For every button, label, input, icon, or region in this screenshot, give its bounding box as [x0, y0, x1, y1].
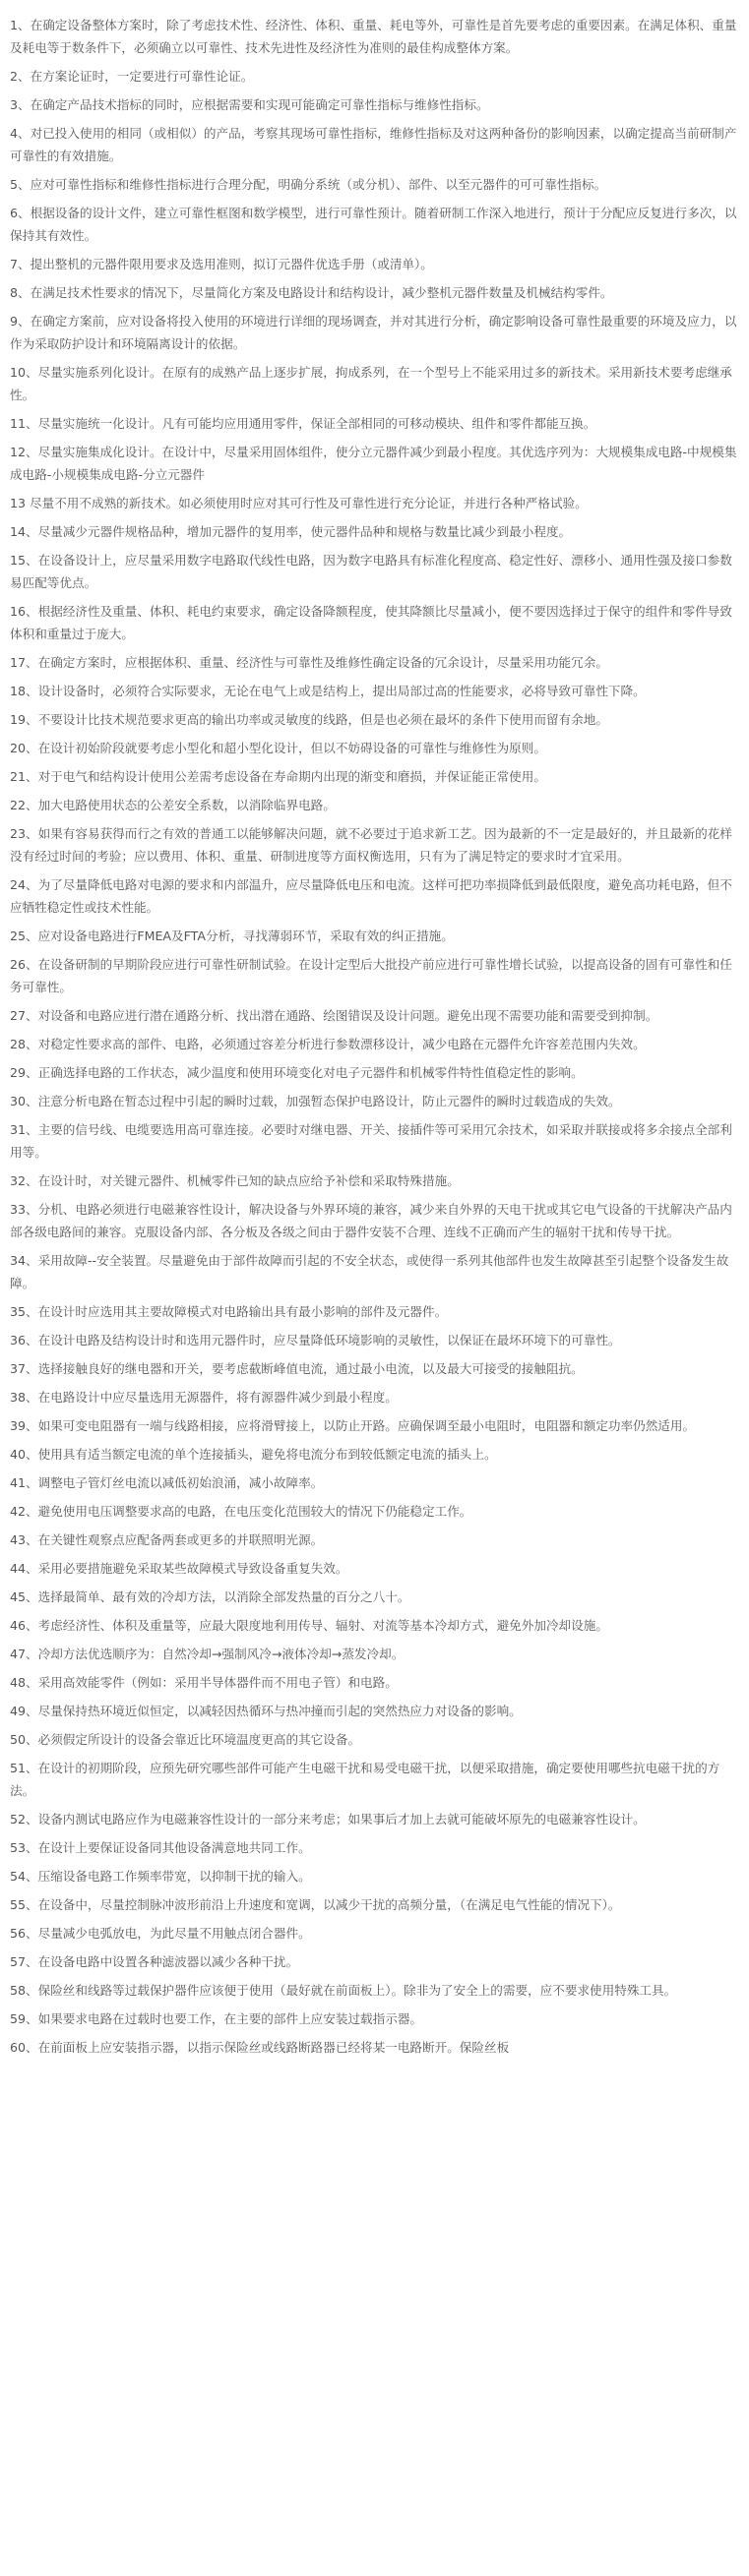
- paragraph: 13 尽量不用不成熟的新技术。如必须使用时应对其可行性及可靠性进行充分论证，并进行各种严格试验。: [10, 496, 588, 510]
- paragraph: 41、调整电子管灯丝电流以减低初始浪涌，减小故障率。: [10, 1475, 324, 1490]
- paragraph: 9、在确定方案前，应对设备将投入使用的环境进行详细的现场调查，并对其进行分析，确定影响设备可靠性最重要的环境及应力，以作为采取防护设计和环境隔离设计的依据。: [10, 314, 737, 351]
- paragraph: 35、在设计时应选用其主要故障模式对电路输出具有最小影响的部件及元器件。: [10, 1304, 448, 1319]
- paragraph: 7、提出整机的元器件限用要求及选用准则，拟订元器件优选手册（或清单）。: [10, 257, 433, 271]
- paragraph: 36、在设计电路及结构设计时和选用元器件时，应尽量降低环境影响的灵敏性，以保证在最坏环境下的可靠性。: [10, 1333, 621, 1348]
- paragraph: 40、使用具有适当额定电流的单个连接插头，避免将电流分布到较低额定电流的插头上。: [10, 1447, 497, 1462]
- paragraph: 17、在确定方案时，应根据体积、重量、经济性与可靠性及维修性确定设备的冗余设计，尽量采用功能冗余。: [10, 655, 608, 670]
- paragraph: 26、在设备研制的早期阶段应进行可靠性研制试验。在设计定型后大批投产前应进行可靠性增长试验，以提高设备的固有可靠性和任务可靠性。: [10, 957, 732, 994]
- paragraph: 55、在设备中，尽量控制脉冲波形前沿上升速度和宽调，以减少干扰的高频分量，（在满足电气性能的情况下）。: [10, 1897, 621, 1912]
- paragraph: 18、设计设备时，必须符合实际要求，无论在电气上或是结构上，提出局部过高的性能要求，必将导致可靠性下降。: [10, 684, 646, 698]
- paragraph: 59、如果要求电路在过载时也要工作，在主要的部件上应安装过载指示器。: [10, 2011, 423, 2026]
- paragraph: 23、如果有容易获得而行之有效的普通工以能够解决问题，就不必要过于追求新工艺。因为最新的不一定是最好的，并且最新的花样没有经过时间的考验；应以费用、体积、重量、研制进度等方面权衡选用，只有为了满足特定的要求时才宜采用。: [10, 826, 732, 864]
- paragraph: 24、为了尽量降低电路对电源的要求和内部温升，应尽量降低电压和电流。这样可把功率损降低到最低限度，避免高功耗电路，但不应牺牲稳定性或技术性能。: [10, 877, 732, 915]
- paragraph: 44、采用必要措施避免采取某些故障模式导致设备重复失效。: [10, 1561, 348, 1576]
- paragraph: 29、正确选择电路的工作状态，减少温度和使用环境变化对电子元器件和机械零件特性值稳定性的影响。: [10, 1065, 584, 1080]
- paragraph: 52、设备内测试电路应作为电磁兼容性设计的一部分来考虑；如果事后才加上去就可能破坏原先的电磁兼容性设计。: [10, 1812, 646, 1827]
- paragraph: 60、在前面板上应安装指示器，以指示保险丝或线路断路器已经将某一电路断开。保险丝板: [10, 2040, 510, 2055]
- paragraph: 28、对稳定性要求高的部件、电路，必须通过容差分析进行参数漂移设计，减少电路在元器件允许容差范围内失效。: [10, 1037, 646, 1051]
- paragraph: 16、根据经济性及重量、体积、耗电约束要求，确定设备降额程度，使其降额比尽量减小，便不要因选择过于保守的组件和零件导致体积和重量过于庞大。: [10, 604, 732, 641]
- paragraph: 48、采用高效能零件（例如：采用半导体器件而不用电子管）和电路。: [10, 1675, 398, 1690]
- paragraph: 11、尽量实施统一化设计。凡有可能均应用通用零件，保证全部相同的可移动模块、组件和零件都能互换。: [10, 416, 596, 431]
- paragraph: 56、尽量减少电弧放电，为此尽量不用触点闭合器件。: [10, 1926, 311, 1941]
- paragraph: 45、选择最简单、最有效的冷却方法，以消除全部发热量的百分之八十。: [10, 1589, 410, 1604]
- paragraph: 22、加大电路使用状态的公差安全系数，以消除临界电路。: [10, 798, 336, 812]
- paragraph: 8、在满足技术性要求的情况下，尽量简化方案及电路设计和结构设计，减少整机元器件数量及机械结构零件。: [10, 285, 613, 300]
- paragraph: 20、在设计初始阶段就要考虑小型化和超小型化设计，但以不妨碍设备的可靠性与维修性为原则。: [10, 741, 546, 755]
- paragraph: 39、如果可变电阻器有一端与线路相接，应将滑臂接上，以防止开路。应确保调至最小电阻时，电阻器和额定功率仍然适用。: [10, 1418, 696, 1433]
- paragraph: 1、在确定设备整体方案时，除了考虑技术性、经济性、体积、重量、耗电等外，可靠性是首先要考虑的重要因素。在满足体积、重量及耗电等于数条件下，必须确立以可靠性、技术先进性及经济性为准则的最佳构成整体方案。: [10, 18, 737, 55]
- paragraph: 19、不要设计比技术规范要求更高的输出功率或灵敏度的线路，但是也必须在最坏的条件下使用而留有余地。: [10, 712, 608, 727]
- paragraph: 14、尽量减少元器件规格品种，增加元器件的复用率，使元器件品种和规格与数量比减少到最小程度。: [10, 524, 572, 539]
- paragraph: 10、尽量实施系列化设计。在原有的成熟产品上逐步扩展，拘成系列，在一个型号上不能采用过多的新技术。采用新技术要考虑继承性。: [10, 365, 732, 402]
- paragraph: 53、在设计上要保证设备同其他设备满意地共同工作。: [10, 1840, 311, 1855]
- paragraph: 33、分机、电路必须进行电磁兼容性设计，解决设备与外界环境的兼容，减少来自外界的天电干扰或其它电气设备的干扰解决产品内部各级电路间的兼容。克服设备内部、各分板及各级之间由于器件安装不合理、连线不正确而产生的辐射干扰和传导干扰。: [10, 1202, 732, 1239]
- paragraph: 46、考虑经济性、体积及重量等，应最大限度地利用传导、辐射、对流等基本冷却方式，避免外加冷却设施。: [10, 1618, 608, 1633]
- paragraph: 51、在设计的初期阶段，应预先研究哪些部件可能产生电磁干扰和易受电磁干扰，以便采取措施，确定要使用哪些抗电磁干扰的方法。: [10, 1761, 720, 1798]
- paragraph: 50、必须假定所设计的设备会靠近比环境温度更高的其它设备。: [10, 1732, 361, 1747]
- paragraph: 49、尽量保持热环境近似恒定，以减轻因热循环与热冲撞而引起的突然热应力对设备的影响。: [10, 1704, 522, 1718]
- paragraph: 42、避免使用电压调整要求高的电路，在电压变化范围较大的情况下仍能稳定工作。: [10, 1504, 472, 1519]
- paragraph: 38、在电路设计中应尽量选用无源器件，将有源器件减少到最小程度。: [10, 1390, 398, 1405]
- paragraph: 12、尽量实施集成化设计。在设计中，尽量采用固体组件，使分立元器件减少到最小程度。其优选序列为：大规模集成电路-中规模集成电路-小规模集成电路-分立元器件: [10, 445, 737, 482]
- paragraph: 25、应对设备电路进行FMEA及FTA分析，寻找薄弱环节，采取有效的纠正措施。: [10, 929, 454, 943]
- paragraph: 32、在设计时，对关键元器件、机械零件已知的缺点应给予补偿和采取特殊措施。: [10, 1173, 460, 1188]
- paragraph: 6、根据设备的设计文件，建立可靠性框图和数学模型，进行可靠性预计。随着研制工作深入地进行，预计于分配应反复进行多次，以保持其有效性。: [10, 206, 737, 243]
- paragraph: 27、对设备和电路应进行潜在通路分析、找出潜在通路、绘图错误及设计问题。避免出现不需要功能和需要受到抑制。: [10, 1008, 658, 1023]
- paragraph: 30、注意分析电路在暂态过程中引起的瞬时过载，加强暂态保护电路设计，防止元器件的瞬时过载造成的失效。: [10, 1094, 621, 1108]
- paragraph: 2、在方案论证时，一定要进行可靠性论证。: [10, 69, 254, 84]
- paragraph: 47、冷却方法优选顺序为：自然冷却→强制风冷→液体冷却→蒸发冷却。: [10, 1647, 405, 1661]
- paragraph: 4、对已投入使用的相同（或相似）的产品，考察其现场可靠性指标，维修性指标及对这两种备份的影响因素，以确定提高当前研制产可靠性的有效措施。: [10, 126, 737, 163]
- paragraph: 37、选择接触良好的继电器和开关，要考虑截断峰值电流，通过最小电流，以及最大可接受的接触阻抗。: [10, 1361, 584, 1376]
- paragraph: 21、对于电气和结构设计使用公差需考虑设备在寿命期内出现的渐变和磨损，并保证能正常使用。: [10, 769, 546, 784]
- paragraph: 15、在设备设计上，应尽量采用数字电路取代线性电路，因为数字电路具有标准化程度高、稳定性好、漂移小、通用性强及接口参数易匹配等优点。: [10, 553, 732, 590]
- paragraph: 43、在关键性观察点应配备两套或更多的并联照明光源。: [10, 1532, 324, 1547]
- paragraph: 58、保险丝和线路等过载保护器件应该便于使用（最好就在前面板上）。除非为了安全上的需要，应不要求使用特殊工具。: [10, 1983, 677, 1998]
- paragraph: 31、主要的信号线、电缆要选用高可靠连接。必要时对继电器、开关、接插件等可采用冗余技术，如采取并联接或将多余接点全部利用等。: [10, 1122, 732, 1160]
- paragraph: 34、采用故障--安全装置。尽量避免由于部件故障而引起的不安全状态，或使得一系列其他部件也发生故障甚至引起整个设备发生故障。: [10, 1253, 729, 1290]
- paragraph: 57、在设备电路中设置各种滤波器以减少各种干扰。: [10, 1954, 299, 1969]
- paragraph: 54、压缩设备电路工作频率带宽，以抑制干扰的输入。: [10, 1869, 311, 1884]
- paragraph: 3、在确定产品技术指标的同时，应根据需要和实现可能确定可靠性指标与维修性指标。: [10, 97, 489, 112]
- paragraph: 5、应对可靠性指标和维修性指标进行合理分配，明确分系统（或分机）、部件、以至元器件的可可靠性指标。: [10, 177, 607, 192]
